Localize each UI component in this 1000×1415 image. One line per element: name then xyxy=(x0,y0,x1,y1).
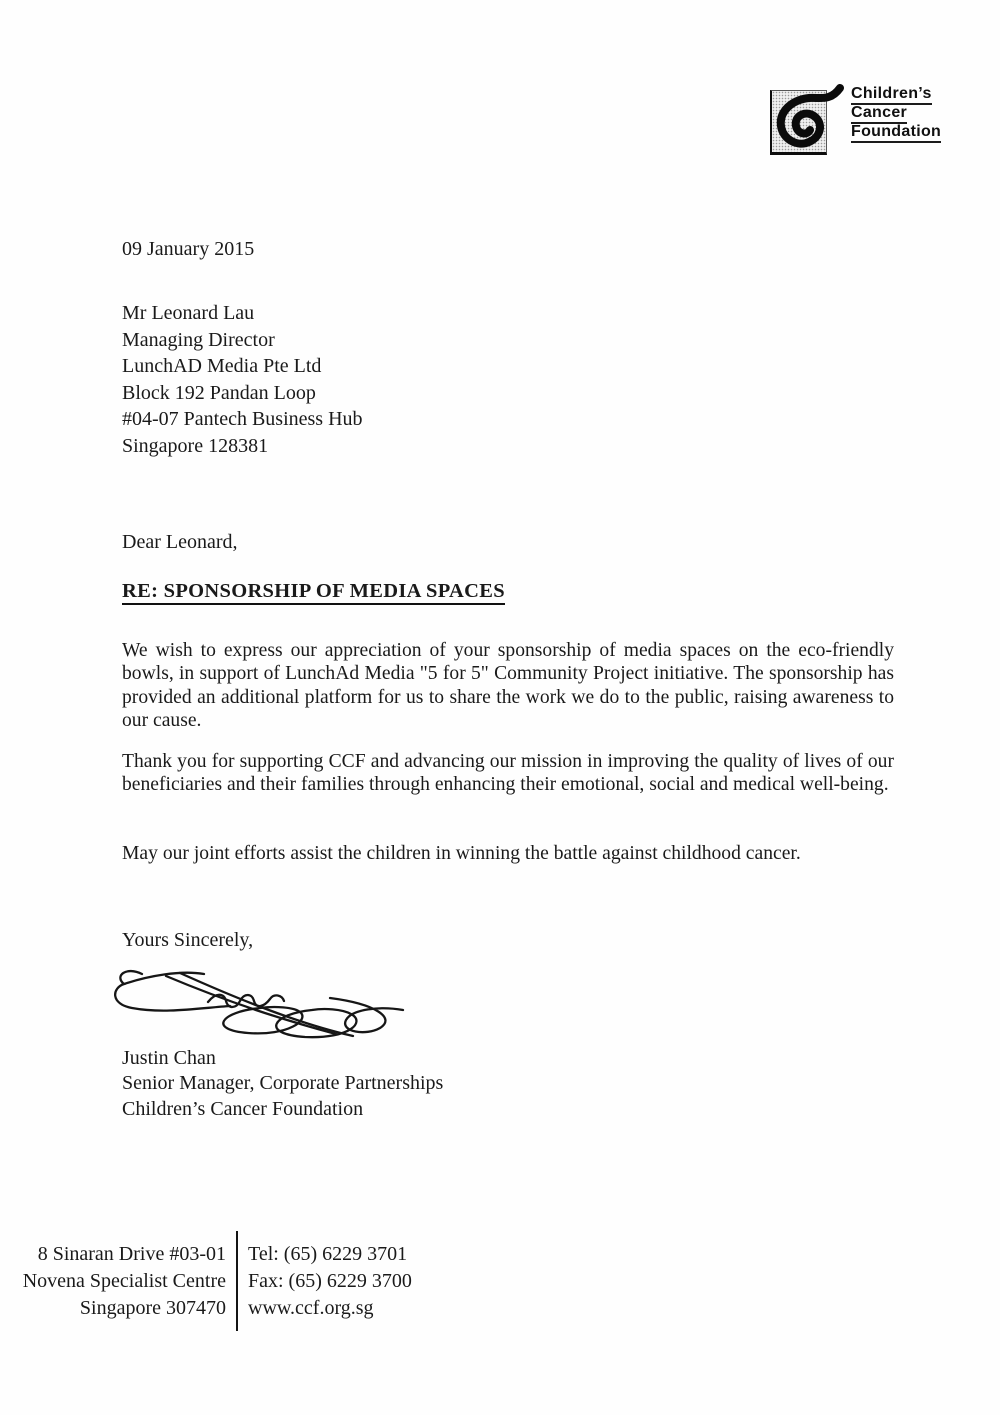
closing-phrase: Yours Sincerely, xyxy=(122,929,254,951)
recipient-line: Block 192 Pandan Loop xyxy=(122,381,316,404)
footer-fax: Fax: (65) 6229 3700 xyxy=(248,1269,412,1292)
ccf-swirl-icon xyxy=(770,90,827,155)
footer-contact xyxy=(238,1241,412,1322)
footer-address xyxy=(0,1241,236,1322)
footer xyxy=(0,1231,412,1331)
footer-address-line: Novena Specialist Centre xyxy=(22,1269,226,1292)
logo-word xyxy=(851,122,941,141)
footer-website: www.ccf.org.sg xyxy=(248,1296,374,1319)
recipient-line: LunchAD Media Pte Ltd xyxy=(122,355,322,377)
subject-text: RE: SPONSORSHIP OF MEDIA SPACES xyxy=(122,580,505,605)
footer-tel: Tel: (65) 6229 3701 xyxy=(248,1242,408,1265)
recipient-line: Singapore 128381 xyxy=(122,434,269,457)
recipient-line: Mr Leonard Lau xyxy=(122,302,255,324)
subject-line xyxy=(122,580,505,603)
signer-title: Senior Manager, Corporate Partnerships xyxy=(122,1072,444,1095)
signature xyxy=(108,958,408,1053)
logo-word-label: Cancer xyxy=(851,104,907,124)
signer-name: Justin Chan xyxy=(122,1047,216,1069)
recipient-address-block xyxy=(122,300,363,459)
recipient-line: Managing Director xyxy=(122,328,275,351)
body-paragraph: Thank you for supporting CCF and advancing our mission in improving the quality of lives of our beneficiaries and their families through enhancing their emotional, social and medical well-being. xyxy=(122,751,894,796)
signature-icon xyxy=(108,958,408,1053)
logo-word xyxy=(851,84,941,103)
logo-word-label: Foundation xyxy=(851,123,941,143)
letterhead-logo-text xyxy=(851,84,941,141)
signer-organization: Children’s Cancer Foundation xyxy=(122,1097,364,1120)
body-paragraph: May our joint efforts assist the children in winning the battle against childhood cancer. xyxy=(122,843,801,864)
footer-address-line: 8 Sinaran Drive #03-01 xyxy=(37,1242,226,1265)
signer-block xyxy=(122,1046,443,1122)
letterhead-logo xyxy=(770,84,941,155)
logo-word xyxy=(851,103,941,122)
letter-date: 09 January 2015 xyxy=(122,238,255,260)
logo-word-label: Children’s xyxy=(851,85,932,105)
body-paragraph: We wish to express our appreciation of your sponsorship of media spaces on the eco-friendly bowls, in support of LunchAd Media "5 for 5" Community Project initiative. The sponsorship has provided an additional platform for us to share the work we do to the public, raising awareness to our cause. xyxy=(122,640,894,731)
recipient-line: #04-07 Pantech Business Hub xyxy=(122,408,363,430)
salutation: Dear Leonard, xyxy=(122,531,238,553)
ccf-swirl-icon xyxy=(770,85,844,153)
footer-address-line: Singapore 307470 xyxy=(79,1296,226,1319)
